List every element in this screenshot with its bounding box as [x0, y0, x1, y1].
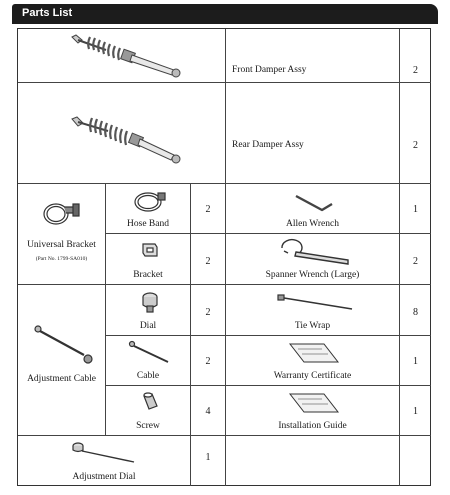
warranty-qty: 1	[413, 356, 418, 367]
rear-damper-illustration	[68, 113, 188, 167]
bracket-name: Bracket	[133, 270, 163, 280]
adjustment-dial-name: Adjustment Dial	[72, 472, 136, 482]
spanner-wrench-cell	[226, 234, 400, 285]
cable-qty: 2	[205, 356, 211, 367]
tie-wrap-qty-cell	[400, 285, 431, 336]
front-damper-image-cell	[18, 29, 226, 83]
adjustment-dial-qty-cell	[191, 436, 226, 486]
cable-qty-cell	[191, 336, 226, 386]
dial-illustration	[140, 291, 160, 315]
warranty-certificate-illustration	[286, 340, 342, 366]
tie-wrap-illustration	[276, 293, 356, 313]
spanner-wrench-qty-cell	[400, 234, 431, 285]
dial-qty: 2	[205, 307, 211, 318]
tie-wrap-qty: 8	[413, 307, 418, 318]
front-damper-illustration	[66, 33, 186, 79]
hose-band-qty-cell	[191, 184, 226, 234]
warranty-qty-cell	[400, 336, 431, 386]
parts-table	[17, 28, 431, 486]
universal-bracket-part-no: (Part No. 1799-SA010)	[35, 256, 88, 262]
adjustment-cable-illustration	[32, 323, 96, 367]
front-damper-name-cell	[226, 29, 400, 83]
warranty-cell	[226, 336, 400, 386]
hose-band-name: Hose Band	[127, 219, 169, 229]
adjustment-cable-name: Adjustment Cable	[27, 374, 96, 384]
screw-illustration	[140, 392, 160, 414]
dial-name: Dial	[139, 321, 157, 331]
install-guide-qty-cell	[400, 386, 431, 436]
spanner-wrench-illustration	[276, 238, 356, 266]
dial-qty-cell	[191, 285, 226, 336]
tie-wrap-name: Tie Wrap	[294, 321, 331, 331]
allen-wrench-qty-cell	[400, 184, 431, 234]
bracket-cell	[106, 234, 191, 285]
rear-damper-image-cell	[18, 83, 226, 184]
empty-cell	[226, 436, 400, 486]
rear-damper-qty-cell	[400, 83, 431, 184]
allen-wrench-qty: 1	[413, 204, 418, 215]
screw-qty-cell	[191, 386, 226, 436]
warranty-name: Warranty Certificate	[273, 371, 352, 381]
allen-wrench-illustration	[292, 190, 336, 214]
adjustment-cable-cell	[18, 285, 106, 436]
cable-cell	[106, 336, 191, 386]
bracket-illustration	[140, 240, 160, 260]
header-title: Parts List	[22, 7, 73, 19]
installation-guide-illustration	[286, 390, 342, 416]
hose-band-illustration	[132, 188, 168, 214]
adjustment-dial-cell	[18, 436, 191, 486]
hose-band-cell	[106, 184, 191, 234]
universal-bracket-name: Universal Bracket	[27, 240, 96, 250]
spanner-wrench-qty: 2	[413, 256, 418, 267]
universal-bracket-cell	[18, 184, 106, 285]
screw-cell	[106, 386, 191, 436]
rear-damper-name-cell	[226, 83, 400, 184]
adjustment-dial-illustration	[70, 440, 140, 466]
allen-wrench-name: Allen Wrench	[286, 219, 339, 229]
dial-cell	[106, 285, 191, 336]
cable-illustration	[128, 340, 172, 366]
universal-bracket-illustration	[40, 198, 84, 228]
tie-wrap-cell	[226, 285, 400, 336]
allen-wrench-cell	[226, 184, 400, 234]
install-guide-cell	[226, 386, 400, 436]
front-damper-name: Front Damper Assy	[232, 65, 307, 75]
rear-damper-qty: 2	[413, 140, 418, 151]
screw-qty: 4	[205, 406, 211, 417]
empty-qty-cell	[400, 436, 431, 486]
adjustment-dial-qty: 1	[205, 452, 211, 463]
cable-name: Cable	[136, 371, 160, 381]
spanner-wrench-name: Spanner Wrench (Large)	[265, 270, 360, 280]
hose-band-qty: 2	[205, 204, 211, 215]
install-guide-qty: 1	[413, 406, 418, 417]
install-guide-name: Installation Guide	[278, 421, 347, 431]
screw-name: Screw	[136, 421, 160, 431]
front-damper-qty-cell	[400, 29, 431, 83]
front-damper-qty: 2	[413, 65, 418, 76]
parts-list-header	[12, 4, 438, 24]
rear-damper-name: Rear Damper Assy	[232, 140, 304, 150]
bracket-qty: 2	[205, 256, 211, 267]
bracket-qty-cell	[191, 234, 226, 285]
